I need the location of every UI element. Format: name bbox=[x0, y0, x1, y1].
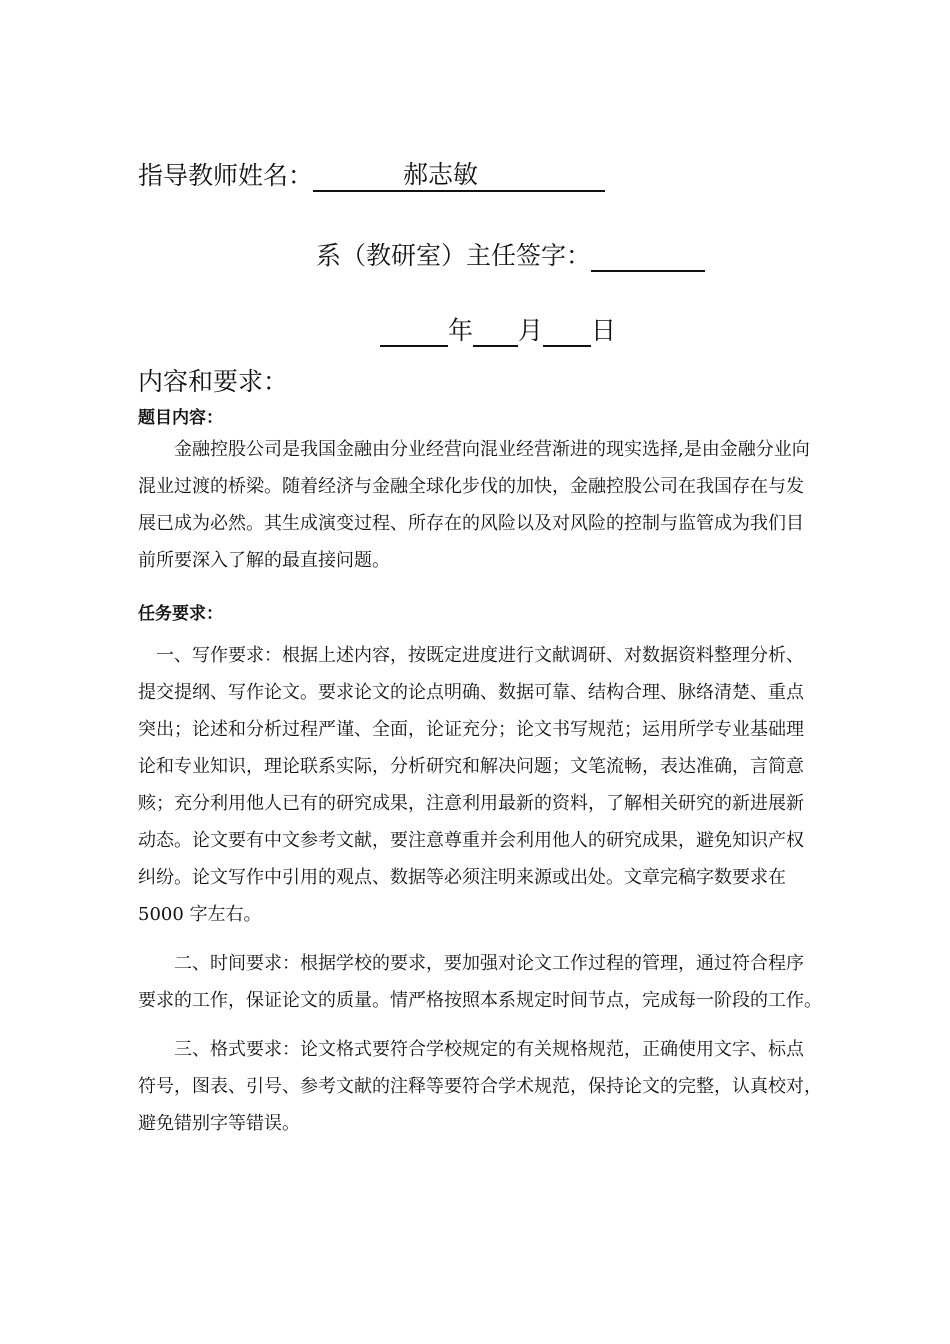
paragraph-line: 金融控股公司是我国金融由分业经营向混业经营渐进的现实选择,是由金融分业向 bbox=[138, 439, 810, 460]
year-blank bbox=[380, 318, 448, 347]
time-requirements-paragraph bbox=[138, 945, 863, 1019]
paragraph-line: 突出；论述和分析过程严谨、全面，论证充分；论文书写规范；运用所学专业基础理 bbox=[138, 719, 804, 740]
paragraph-line: 纠纷。论文写作中引用的观点、数据等必须注明来源或出处。文章完稿字数要求在 bbox=[138, 867, 786, 888]
content-heading: 内容和要求： bbox=[138, 367, 289, 396]
topic-paragraph bbox=[138, 431, 863, 579]
day-blank bbox=[543, 318, 591, 347]
paragraph-line: 二、时间要求：根据学校的要求，要加强对论文工作过程的管理，通过符合程序 bbox=[138, 953, 804, 974]
advisor-name: 郝志敏 bbox=[313, 160, 605, 192]
advisor-line bbox=[138, 156, 605, 192]
paragraph-line: 5000 字左右。 bbox=[138, 904, 262, 925]
director-signature-blank bbox=[591, 243, 705, 272]
paragraph-line: 三、格式要求：论文格式要符合学校规定的有关规格规范，正确使用文字、标点 bbox=[138, 1039, 804, 1060]
paragraph-line: 展已成为必然。其生成演变过程、所存在的风险以及对风险的控制与监管成为我们目 bbox=[138, 513, 804, 534]
director-signature-line bbox=[316, 236, 705, 272]
format-requirements-paragraph bbox=[138, 1031, 863, 1142]
paragraph-line: 混业过渡的桥梁。随着经济与金融全球化步伐的加快，金融控股公司在我国存在与发 bbox=[138, 476, 804, 497]
paragraph-line: 要求的工作，保证论文的质量。情严格按照本系规定时间节点，完成每一阶段的工作。 bbox=[138, 990, 822, 1011]
paragraph-line: 避免错别字等错误。 bbox=[138, 1113, 300, 1134]
paragraph-line: 前所要深入了解的最直接问题。 bbox=[138, 550, 390, 571]
paragraph-line: 赅；充分利用他人已有的研究成果，注意利用最新的资料，了解相关研究的新进展新 bbox=[138, 793, 804, 814]
month-blank bbox=[473, 318, 518, 347]
month-label: 月 bbox=[518, 316, 544, 345]
advisor-label: 指导教师姓名： bbox=[138, 161, 314, 190]
paragraph-line: 一、写作要求：根据上述内容，按既定进度进行文献调研、对数据资料整理分析、 bbox=[138, 645, 804, 666]
writing-requirements-paragraph bbox=[138, 637, 863, 933]
topic-heading: 题目内容： bbox=[138, 408, 223, 428]
paragraph-line: 符号，图表、引号、参考文献的注释等要符合学术规范，保持论文的完整，认真校对， bbox=[138, 1076, 822, 1097]
date-line bbox=[380, 311, 616, 347]
task-heading: 任务要求： bbox=[138, 604, 223, 624]
paragraph-line: 提交提纲、写作论文。要求论文的论点明确、数据可靠、结构合理、脉络清楚、重点 bbox=[138, 682, 804, 703]
paragraph-line: 论和专业知识，理论联系实际，分析研究和解决问题；文笔流畅，表达准确，言简意 bbox=[138, 756, 804, 777]
paragraph-line: 动态。论文要有中文参考文献，要注意尊重并会利用他人的研究成果，避免知识产权 bbox=[138, 830, 804, 851]
director-label: 系（教研室）主任签字： bbox=[316, 241, 592, 270]
year-label: 年 bbox=[448, 316, 474, 345]
day-label: 日 bbox=[591, 316, 617, 345]
